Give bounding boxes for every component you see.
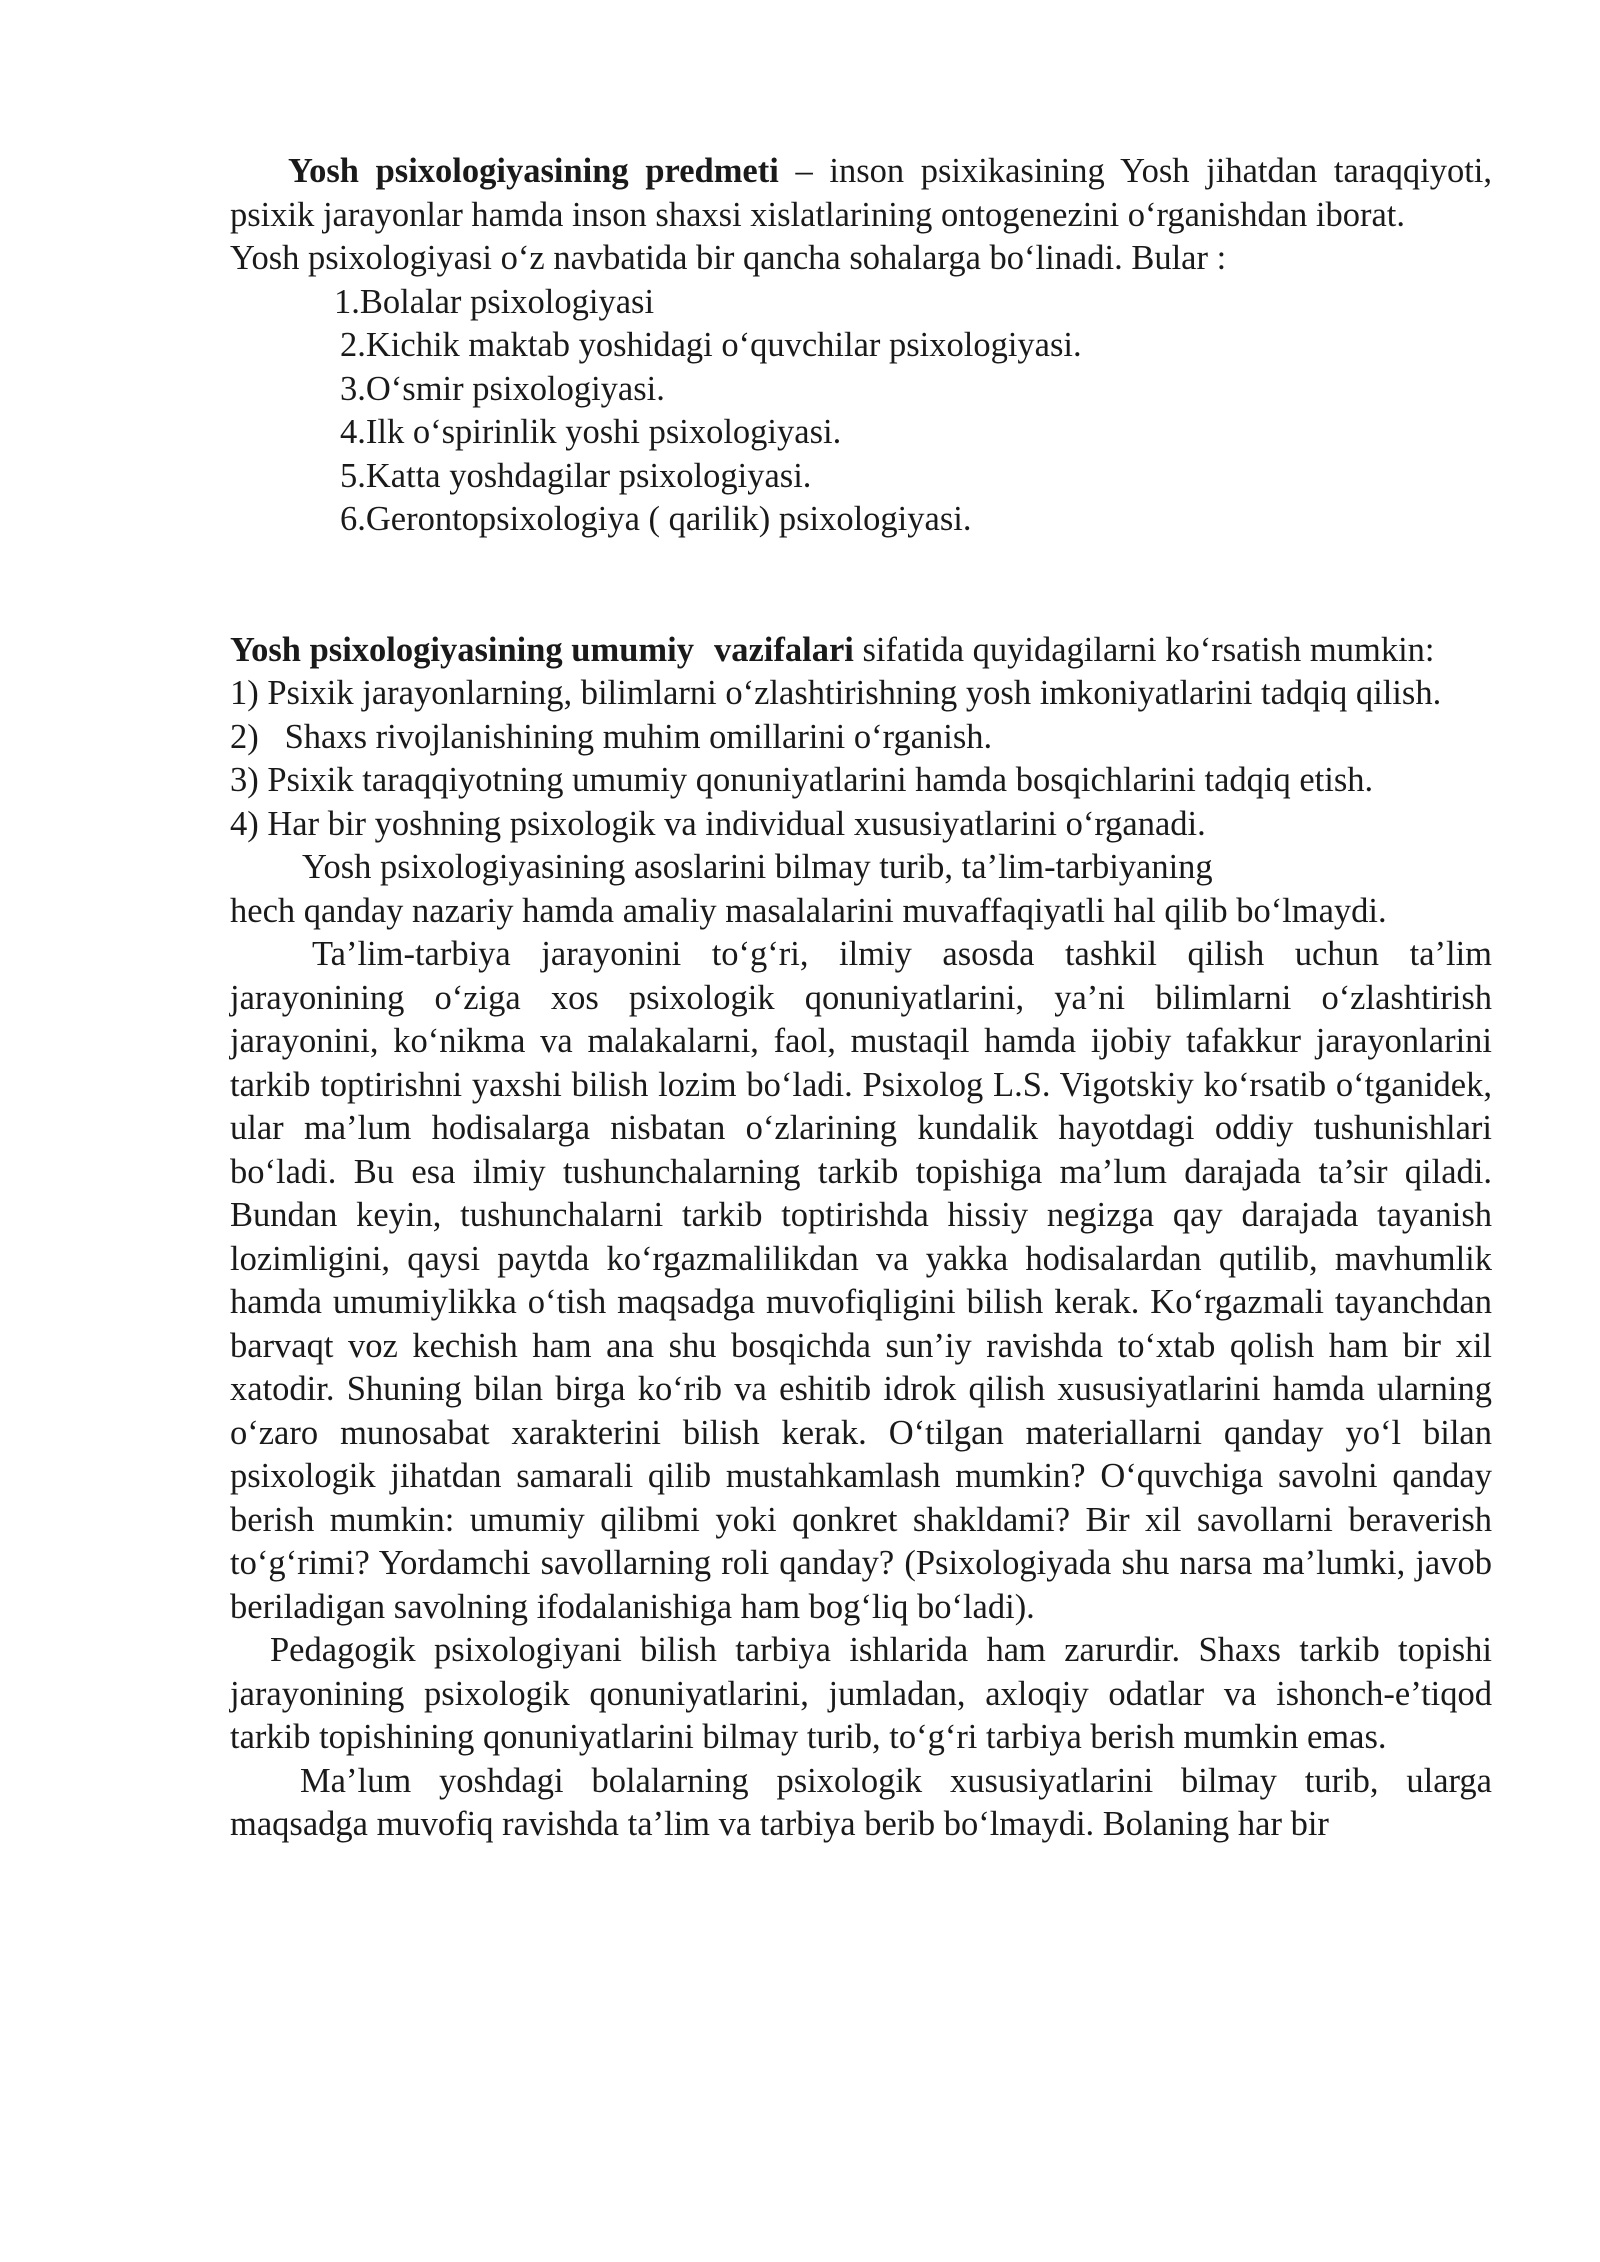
tasks-bold-b: vazifalari [713, 630, 854, 669]
children-paragraph: Ma’lum yoshdagi bolalarning psixologik xususiyatlarini bilmay turib, ularga maqsadga muvofiq ravishda ta’lim va tarbiya berib bo‘lmaydi. Bolaning har bir [230, 1761, 1492, 1843]
pedagogy-paragraph: Pedagogik psixologiyani bilish tarbiya ishlarida ham zarurdir. Shaxs tarkib topishi jarayonining psixologik qonuniyatlarini, jumladan, axloqiy odatlar va ishonch-e’tiqod tarkib topishining qonuniyatlarini bilmay turib, to‘g‘ri tarbiya berish mumkin emas. [230, 1631, 1492, 1756]
tasks-bold-a: Yosh psixologiyasining umumiy [230, 630, 694, 669]
list-item: 1.Bolalar psixologiyasi [334, 282, 655, 321]
task-item: 4) Har bir yoshning psixologik va individual xususiyatlarini o‘rganadi. [230, 804, 1206, 843]
task-item: 1) Psixik jarayonlarning, bilimlarni o‘zlashtirishning yosh imkoniyatlarini tadqiq qilish. [230, 674, 1442, 712]
intro-paragraph [230, 150, 1492, 237]
branches-intro: Yosh psixologiyasi o‘z navbatida bir qancha sohalarga bo‘linadi. Bular : [230, 239, 1227, 277]
intro-text: – inson psixikasining Yosh jihatdan taraqqiyoti, psixik jarayonlar hamda inson shaxsi xislatlarining ontogenezini o‘rganishdan iborat. [230, 152, 1492, 234]
list-item: 2.Kichik maktab yoshidagi o‘quvchilar psixologiyasi. [340, 326, 1082, 364]
task-item: 3) Psixik taraqqiyotning umumiy qonuniyatlarini hamda bosqichlarini tadqiq etish. [230, 761, 1374, 799]
basics-first-line: Yosh psixologiyasining asoslarini bilmay turib, ta’lim-tarbiyaning [302, 848, 1213, 886]
branches-list [230, 281, 1492, 542]
tasks-heading [230, 629, 1492, 673]
task-item: 2) Shaxs rivojlanishining muhim omillarini o‘rganish. [230, 717, 993, 756]
document-page [230, 150, 1492, 1847]
list-item: 4.Ilk o‘spirinlik yoshi psixologiyasi. [340, 413, 842, 451]
basics-rest: hech qanday nazariy hamda amaliy masalalarini muvaffaqiyatli hal qilib bo‘lmaydi. [230, 891, 1387, 930]
list-item: 3.O‘smir psixologiyasi. [340, 369, 665, 408]
list-item: 5.Katta yoshdagilar psixologiyasi. [340, 456, 812, 495]
intro-bold-term: Yosh psixologiyasining predmeti [288, 152, 779, 190]
section-spacer [230, 542, 1492, 629]
tasks-heading-text: sifatida quyidagilarni ko‘rsatish mumkin: [853, 630, 1435, 669]
education-paragraph: Ta’lim-tarbiya jarayonini to‘g‘ri, ilmiy asosda tashkil qilish uchun ta’lim jarayonining o‘ziga xos psixologik qonuniyatlarini, ya’ni bilimlarni o‘zlashtirish jarayonini, ko‘nikma va malakalarni, faol, mustaqil hamda ijobiy tafakkur jarayonlarini tarkib toptirishni yaxshi bilish lozim bo‘ladi. Psixolog L.S. Vigotskiy ko‘rsatib o‘tganidek, ular ma’lum hodisalarga nisbatan o‘zlarining kundalik hayotdagi oddiy tushunishlari bo‘ladi. Bu esa ilmiy tushunchalarning tarkib topishiga ma’lum darajada ta’sir qiladi. Bundan keyin, tushunchalarni tarkib toptirishda hissiy negizga qay darajada tayanish lozimligini, qaysi paytda ko‘rgazmalilikdan va yakka hodisalardan qutilib, mavhumlik hamda umumiylikka o‘tish maqsadga muvofiqligini bilish kerak. Ko‘rgazmali tayanchdan barvaqt voz kechish ham ana shu bosqichda sun’iy ravishda to‘xtab qolish ham bir xil xatodir. Shuning bilan birga ko‘rib va eshitib idrok qilish xususiyatlarini hamda ularning o‘zaro munosabat xarakterini bilish kerak. O‘tilgan materiallarni qanday yo‘l bilan psixologik jihatdan samarali qilib mustahkamlash mumkin? O‘quvchiga savolni qanday berish mumkin: umumiy qilibmi yoki qonkret shakldami? Bir xil savollarni beraverish to‘g‘rimi? Yordamchi savollarning roli qanday? (Psixologiyada shu narsa ma’lumki, javob beriladigan savolning ifodalanishiga ham bog‘liq bo‘ladi). [230, 935, 1492, 1626]
list-item: 6.Gerontopsixologiya ( qarilik) psixologiyasi. [340, 500, 972, 538]
